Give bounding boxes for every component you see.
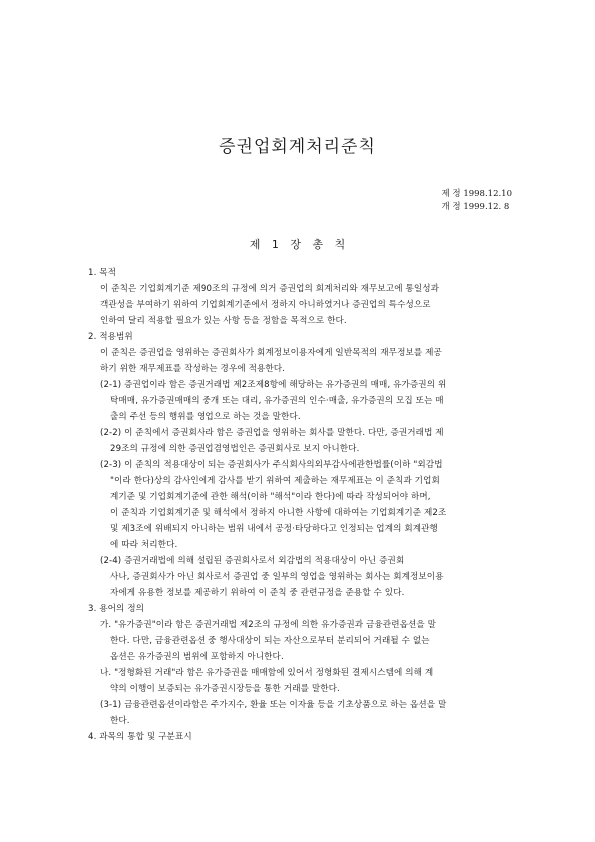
- document-title: 증권업회계처리준칙: [219, 137, 376, 157]
- section-text-line: 이 준칙은 증권업을 영위하는 증권회사가 회계정보이용자에게 일반목적의 재무정보를 제공: [100, 348, 442, 358]
- subsection-text-line: 옵션은 유가증권의 범위에 포함하지 아니한다.: [110, 652, 284, 662]
- subsection-text-line: 사나, 증권회사가 아닌 회사로서 증권업 중 일부의 영업을 영위하는 회사는 회계정보이용: [110, 572, 444, 582]
- subsection-text-line: 자에게 유용한 정보를 제공하기 위하여 이 준칙 중 관련규정을 준용할 수 있다.: [110, 588, 405, 598]
- section-heading: 1. 목적: [88, 268, 117, 278]
- subsection-text-line: (2-3) 이 준칙의 적용대상이 되는 증권회사가 주식회사의외부감사에관한법률(이하 "외감법: [100, 460, 443, 470]
- enactment-row: [442, 188, 513, 201]
- subsection-text-line: 이 준칙과 기업회계기준 및 해석에서 정하지 아니한 사항에 대하여는 기업회계기준 제2조: [110, 508, 447, 518]
- subsection-text-line: 가. "유가증권"이라 함은 증권거래법 제2조의 규정에 의한 유가증권과 금융관련옵션을 말: [100, 620, 437, 630]
- subsection-text-line: 29조의 규정에 의한 증권업겸영법인은 증권회사로 보지 아니한다.: [110, 444, 360, 454]
- section-text-line: 인하여 달리 적용할 필요가 있는 사항 등을 정함을 목적으로 한다.: [100, 316, 347, 326]
- chapter-heading: 제 1 장 총 칙: [249, 238, 346, 251]
- subsection-text-line: 탁매매, 유가증권매매의 중개 또는 대리, 유가증권의 인수·매출, 유가증권의 모집 또는 매: [110, 396, 444, 406]
- subsection-text-line: 출의 주선 등의 행위를 영업으로 하는 것을 말한다.: [110, 412, 301, 422]
- subsection-text-line: 나. "정형화된 거래"라 함은 유가증권을 매매함에 있어서 정형화된 결제시스템에 의해 계: [100, 668, 434, 678]
- subsection-text-line: 한다.: [110, 716, 130, 726]
- subsection-text-line: (2-1) 증권업이라 함은 증권거래법 제2조제8항에 해당하는 유가증권의 매매, 유가증권의 위: [100, 380, 447, 390]
- section-text-line: 객관성을 부여하기 위하여 기업회계기준에서 정하지 아니하였거나 증권업의 특수성으로: [100, 300, 431, 310]
- subsection-text-line: (2-4) 증권거래법에 의해 설립된 증권회사로서 외감법의 적용대상이 아닌 증권회: [100, 556, 405, 566]
- section-text-line: 하기 위한 재무제표를 작성하는 경우에 적용한다.: [100, 364, 286, 374]
- document-body: [88, 265, 518, 745]
- revision-info: [442, 188, 513, 214]
- section-heading: 4. 과목의 통합 및 구분표시: [88, 732, 192, 742]
- subsection-text-line: "이라 한다)상의 감사인에게 감사를 받기 위하여 제출하는 재무제표는 이 준칙과 기업회: [110, 476, 440, 486]
- section-text-line: 이 준칙은 기업회계기준 제90조의 규정에 의거 증권업의 회계처리와 재무보고에 통일성과: [100, 284, 440, 294]
- subsection-text-line: 및 제3조에 위배되지 아니하는 범위 내에서 공정·타당하다고 인정되는 업계의 회계관행: [110, 524, 438, 534]
- section-heading: 2. 적용범위: [88, 332, 133, 342]
- enactment-label: 제 정: [441, 189, 461, 199]
- subsection-text-line: 계기준 및 기업회계기준에 관한 해석(이하 "해석"이라 한다)에 따라 작성되어야 하며,: [110, 492, 431, 502]
- amendment-row: [442, 201, 513, 214]
- subsection-text-line: (3-1) 금융관련옵션이라함은 주가지수, 환율 또는 이자율 등을 기초상품으로 하는 옵션을 말: [100, 700, 447, 710]
- enactment-date: 1998.12.10: [463, 189, 512, 199]
- subsection-text-line: 에 따라 처리한다.: [110, 540, 178, 550]
- subsection-text-line: 한다. 다만, 금융관련옵션 중 행사대상이 되는 자산으로부터 분리되어 거래될 수 없는: [110, 636, 430, 646]
- section-heading: 3. 용어의 정의: [88, 604, 145, 614]
- subsection-text-line: (2-2) 이 준칙에서 증권회사라 함은 증권업을 영위하는 회사를 말한다. 다만, 증권거래법 제: [100, 428, 444, 438]
- subsection-text-line: 약의 이행이 보증되는 유가증권시장등을 통한 거래를 말한다.: [110, 684, 340, 694]
- amendment-date: 1999.12. 8: [463, 202, 510, 212]
- amendment-label: 개 정: [441, 202, 461, 212]
